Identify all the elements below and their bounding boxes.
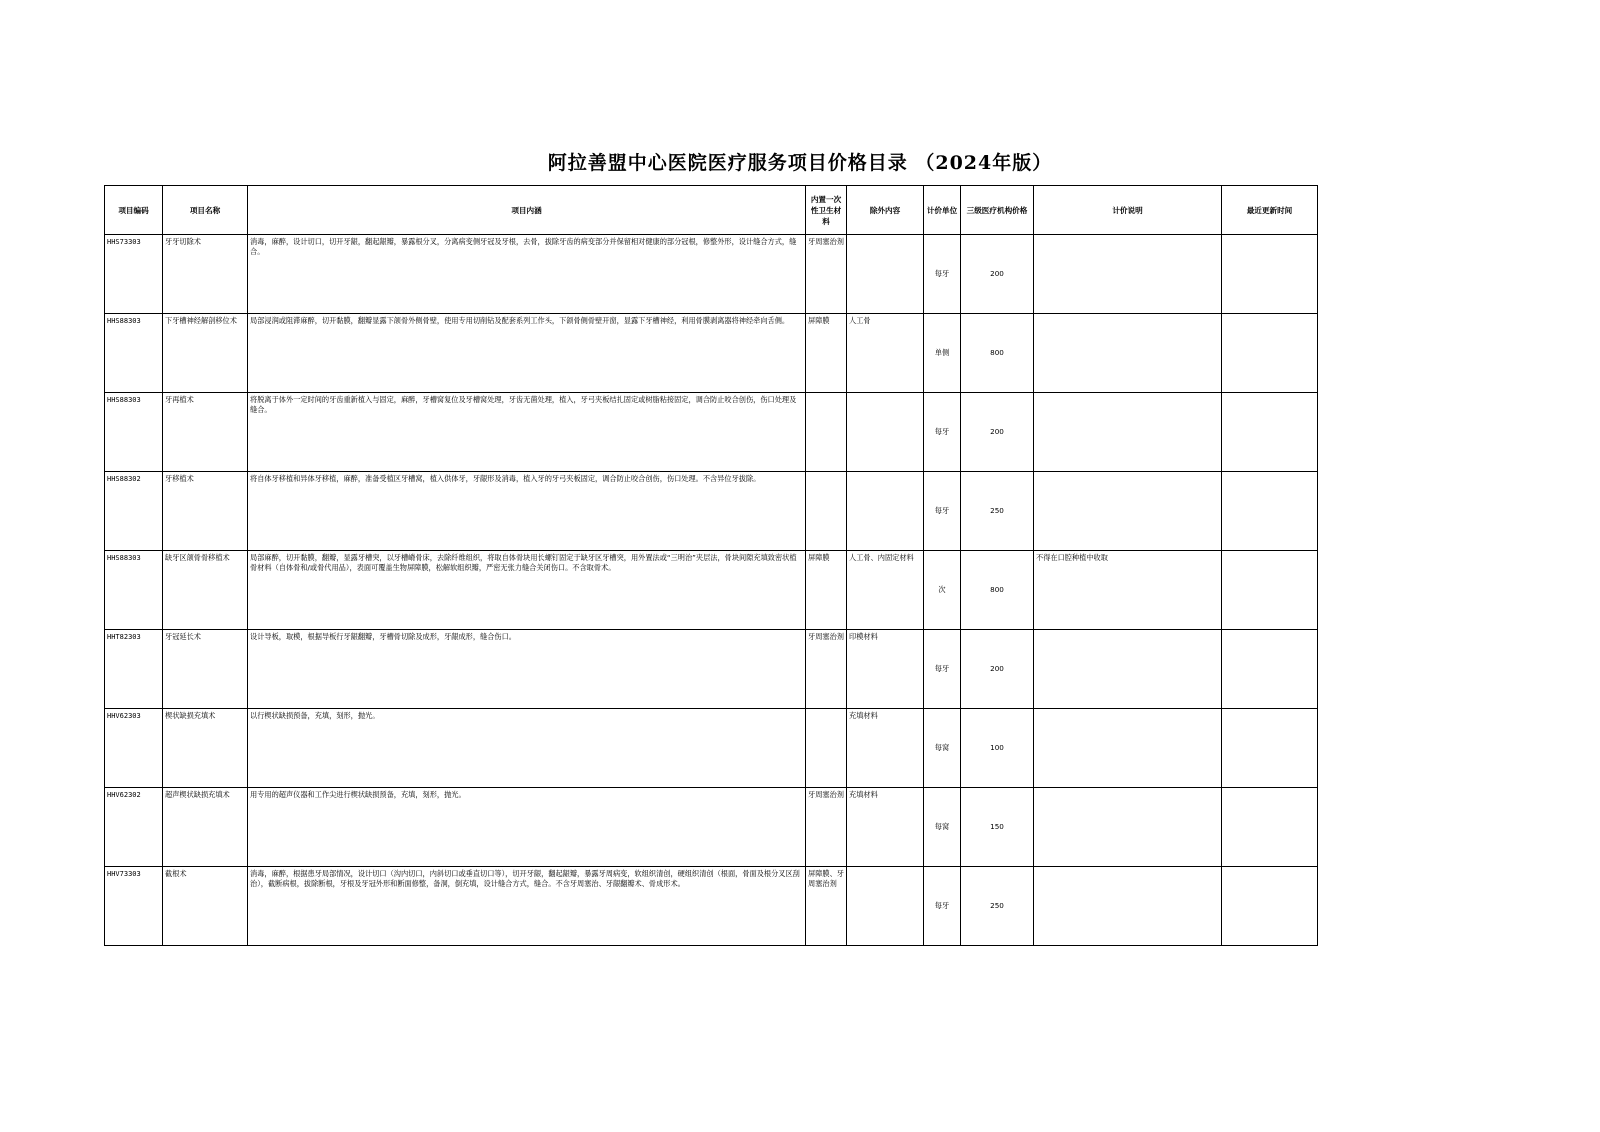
cell-price: 800 [961, 551, 1034, 630]
cell-code: HHV62302 [105, 788, 163, 867]
cell-price: 250 [961, 867, 1034, 946]
cell-price: 100 [961, 709, 1034, 788]
cell-price: 200 [961, 393, 1034, 472]
header-content: 项目内涵 [248, 186, 806, 235]
header-unit: 计价单位 [924, 186, 961, 235]
cell-name: 截根术 [163, 867, 248, 946]
cell-price: 150 [961, 788, 1034, 867]
cell-updated [1222, 393, 1318, 472]
cell-notes [1034, 314, 1222, 393]
cell-unit: 次 [924, 551, 961, 630]
cell-code: HHS88303 [105, 314, 163, 393]
cell-notes [1034, 788, 1222, 867]
cell-content: 局部浸润或阻滞麻醉，切开黏膜，翻瓣显露下颌骨外侧骨壁，使用专用切削钻及配套系列工作头，下颌骨侧骨壁开窗，显露下牙槽神经，利用骨膜剥离器将神经牵向舌侧。 [248, 314, 806, 393]
cell-exclusions [847, 472, 924, 551]
cell-unit: 每牙 [924, 630, 961, 709]
cell-content: 消毒，麻醉，设计切口，切开牙龈，翻起龈瓣，暴露根分叉，分离病变侧牙冠及牙根，去骨，拔除牙齿的病变部分并保留相对健康的部分冠根，修整外形，设计缝合方式，缝合。 [248, 235, 806, 314]
cell-updated [1222, 314, 1318, 393]
price-catalog-table [104, 185, 1318, 946]
table-row [105, 551, 1318, 630]
cell-notes [1034, 393, 1222, 472]
cell-name: 超声楔状缺损充填术 [163, 788, 248, 867]
header-code: 项目编码 [105, 186, 163, 235]
cell-name: 牙冠延长术 [163, 630, 248, 709]
cell-consumables: 屏障膜、牙周塞治剂 [806, 867, 847, 946]
header-consumables: 内置一次性卫生材料 [806, 186, 847, 235]
cell-price: 200 [961, 630, 1034, 709]
header-notes: 计价说明 [1034, 186, 1222, 235]
table-row [105, 235, 1318, 314]
table-body [105, 235, 1318, 946]
cell-exclusions: 充填材料 [847, 788, 924, 867]
cell-unit: 每窝 [924, 709, 961, 788]
cell-price: 800 [961, 314, 1034, 393]
cell-updated [1222, 472, 1318, 551]
header-name: 项目名称 [163, 186, 248, 235]
cell-content: 将脱离于体外一定时间的牙齿重新植入与固定，麻醉，牙槽窝复位及牙槽窝处理，牙齿无菌处理，植入，牙弓夹板结扎固定或树脂粘接固定，调合防止咬合创伤，伤口处理及缝合。 [248, 393, 806, 472]
cell-code: HHS88303 [105, 551, 163, 630]
cell-unit: 单侧 [924, 314, 961, 393]
cell-name: 牙再植术 [163, 393, 248, 472]
cell-exclusions: 印模材料 [847, 630, 924, 709]
cell-unit: 每牙 [924, 235, 961, 314]
cell-consumables: 屏障膜 [806, 551, 847, 630]
cell-consumables: 牙周塞治剂 [806, 788, 847, 867]
cell-unit: 每窝 [924, 788, 961, 867]
cell-consumables: 牙周塞治剂 [806, 235, 847, 314]
cell-content: 将自体牙移植和异体牙移植，麻醉，准备受植区牙槽窝，植入供体牙，牙龈形及消毒，植入牙的牙弓夹板固定，调合防止咬合创伤，伤口处理。不含异位牙拔除。 [248, 472, 806, 551]
cell-name: 下牙槽神经解剖移位术 [163, 314, 248, 393]
header-price: 三级医疗机构价格 [961, 186, 1034, 235]
cell-code: HHS88303 [105, 393, 163, 472]
cell-unit: 每牙 [924, 472, 961, 551]
cell-name: 缺牙区颌骨骨移植术 [163, 551, 248, 630]
cell-content: 以行楔状缺损预备，充填，刻形，抛光。 [248, 709, 806, 788]
cell-updated [1222, 709, 1318, 788]
cell-code: HHV73303 [105, 867, 163, 946]
cell-consumables [806, 472, 847, 551]
table-row [105, 709, 1318, 788]
cell-code: HHV62303 [105, 709, 163, 788]
cell-code: HHT82303 [105, 630, 163, 709]
cell-consumables [806, 709, 847, 788]
cell-exclusions [847, 393, 924, 472]
cell-consumables [806, 393, 847, 472]
cell-name: 牙移植术 [163, 472, 248, 551]
cell-exclusions [847, 235, 924, 314]
table-row [105, 472, 1318, 551]
cell-content: 消毒，麻醉，根据患牙局部情况，设计切口（沟内切口，内斜切口或垂直切口等），切开牙龈，翻起龈瓣，暴露牙周病变，软组织清创，硬组织清创（根面，骨面及根分叉区刮治），截断病根，拔除断根，牙根及牙冠外形和断面修整，备洞，倒充填，设计缝合方式，缝合。不含牙周塞治、牙龈翻瓣术、骨成形术。 [248, 867, 806, 946]
cell-content: 用专用的超声仪器和工作尖进行楔状缺损预备，充填，刻形，抛光。 [248, 788, 806, 867]
cell-code: HHS88302 [105, 472, 163, 551]
cell-notes: 不得在口腔种植中收取 [1034, 551, 1222, 630]
cell-price: 200 [961, 235, 1034, 314]
cell-exclusions: 人工骨 [847, 314, 924, 393]
table-row [105, 788, 1318, 867]
cell-name: 楔状缺损充填术 [163, 709, 248, 788]
cell-notes [1034, 235, 1222, 314]
cell-updated [1222, 630, 1318, 709]
cell-notes [1034, 867, 1222, 946]
cell-code: HHS73303 [105, 235, 163, 314]
cell-updated [1222, 235, 1318, 314]
cell-content: 局部麻醉，切开黏膜，翻瓣，显露牙槽突，以牙槽嵴骨床，去除纤维组织，将取自体骨块用长螺钉固定于缺牙区牙槽突，用外置法或“三明治”夹层法，骨块间隙充填致密状植骨材料（自体骨和/或骨代用品），表面可覆盖生物屏障膜，松解软组织瓣，严密无张力缝合关闭伤口。不含取骨术。 [248, 551, 806, 630]
cell-notes [1034, 472, 1222, 551]
table-row [105, 867, 1318, 946]
cell-content: 设计导板，取模，根据导板行牙龈翻瓣，牙槽骨切除及成形，牙龈成形，缝合伤口。 [248, 630, 806, 709]
cell-updated [1222, 788, 1318, 867]
header-updated: 最近更新时间 [1222, 186, 1318, 235]
cell-consumables: 屏障膜 [806, 314, 847, 393]
cell-exclusions: 充填材料 [847, 709, 924, 788]
cell-updated [1222, 551, 1318, 630]
cell-consumables: 牙周塞治剂 [806, 630, 847, 709]
table-header-row [105, 186, 1318, 235]
table-row [105, 314, 1318, 393]
cell-updated [1222, 867, 1318, 946]
cell-name: 牙牙切除术 [163, 235, 248, 314]
header-exclusions: 除外内容 [847, 186, 924, 235]
cell-exclusions [847, 867, 924, 946]
cell-notes [1034, 709, 1222, 788]
table-row [105, 393, 1318, 472]
cell-notes [1034, 630, 1222, 709]
table-row [105, 630, 1318, 709]
cell-exclusions: 人工骨、内固定材料 [847, 551, 924, 630]
cell-price: 250 [961, 472, 1034, 551]
document-title: 阿拉善盟中心医院医疗服务项目价格目录 （2024年版） [547, 152, 1053, 174]
cell-unit: 每牙 [924, 393, 961, 472]
cell-unit: 每牙 [924, 867, 961, 946]
